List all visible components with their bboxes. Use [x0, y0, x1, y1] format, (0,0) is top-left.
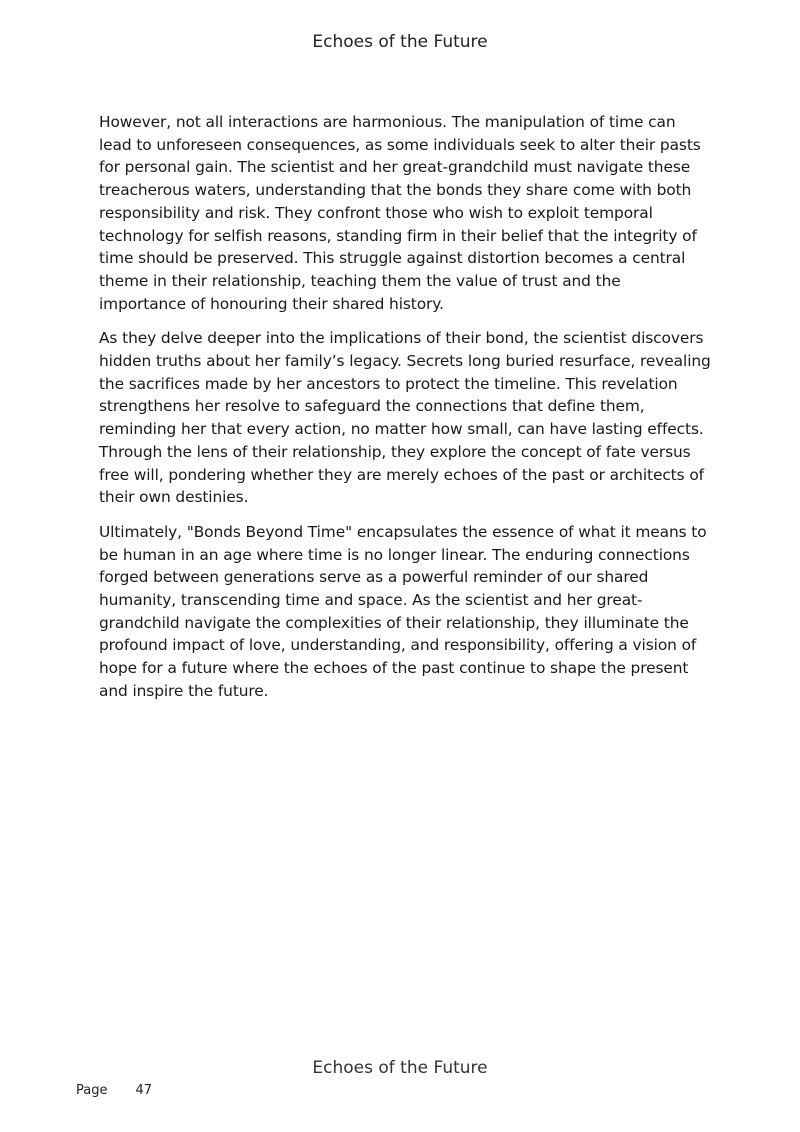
paragraph: However, not all interactions are harmonious. The manipulation of time can lead to unforeseen consequences, as some individuals seek to alter their pasts for personal gain. The scientist and her great-grandchild must navigate these treacherous waters, understanding that the bonds they share come with both responsibility and risk. They confront those who wish to exploit temporal technology for selfish reasons, standing firm in their belief that the integrity of time should be preserved. This struggle against distortion becomes a central theme in their relationship, teaching them the value of trust and the importance of honouring their shared history.	[99, 113, 701, 313]
body-text	[99, 111, 711, 715]
page-number: 47	[135, 1083, 153, 1098]
page-footer-title: Echoes of the Future	[312, 1058, 488, 1078]
paragraph: Ultimately, "Bonds Beyond Time" encapsulates the essence of what it means to be human in an age where time is no longer linear. The enduring connections forged between generations serve as a powerful reminder of our shared humanity, transcending time and space. As the scientist and her great-grandchild navigate the complexities of their relationship, they illuminate the profound impact of love, understanding, and responsibility, offering a vision of hope for a future where the echoes of the past continue to shape the present and inspire the future.	[99, 522, 707, 700]
page-number-row	[76, 1083, 152, 1098]
page-header-title: Echoes of the Future	[312, 32, 488, 52]
paragraph: As they delve deeper into the implications of their bond, the scientist discovers hidden truths about her family’s legacy. Secrets long buried resurface, revealing the sacrifices made by her ancestors to protect the timeline. This revelation strengthens her resolve to safeguard the connections that define them, reminding her that every action, no matter how small, can have lasting effects. Through the lens of their relationship, they explore the concept of fate versus free will, pondering whether they are merely echoes of the past or architects of their own destinies.	[99, 329, 711, 507]
page-label: Page	[76, 1083, 108, 1098]
